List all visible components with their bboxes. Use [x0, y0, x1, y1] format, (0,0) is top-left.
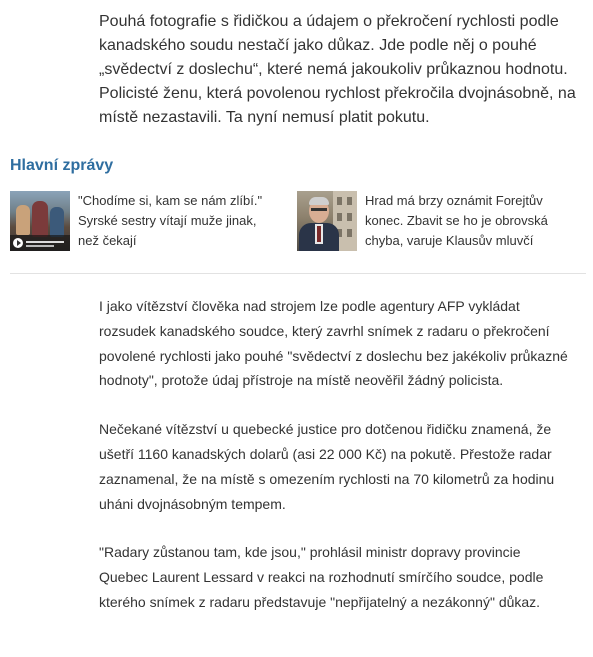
- article-paragraph: I jako vítězství člověka nad strojem lze podle agentury AFP vykládat rozsudek kanadského soudce, který zavrhl snímek z radaru o překročení povolené rychlosti jako pouhé "svědectví z doslechu bez jakékoliv průkazné hodnoty", protože údaj přístroje na místě neověřil žádný policista.: [99, 298, 568, 389]
- top-news-heading: Hlavní zprávy: [10, 157, 114, 174]
- article-body: [99, 294, 569, 639]
- section-divider: [10, 273, 586, 274]
- top-news-item[interactable]: [297, 191, 577, 253]
- article-paragraph: "Radary zůstanou tam, kde jsou," prohlásil ministr dopravy provincie Quebec Laurent Lessard v reakci na rozhodnutí smírčího soudce, podle kterého snímek z radaru představuje "nepřijatelný a nezákonný" důkaz.: [99, 544, 544, 610]
- top-news-link[interactable]: Hrad má brzy oznámit Forejtův konec. Zbavit se ho je obrovská chyba, varuje Klausův mluvčí: [365, 193, 548, 248]
- refugees-crowd-photo-icon[interactable]: [10, 191, 70, 251]
- man-portrait-photo-icon[interactable]: [297, 191, 357, 251]
- top-news-link[interactable]: "Chodíme si, kam se nám zlíbí." Syrské sestry vítají muže jinak, než čekají: [78, 193, 263, 248]
- article-paragraph: Nečekané vítězství u quebecké justice pro dotčenou řidičku znamená, že ušetří 1160 kanadských dolarů (asi 22 000 Kč) na pokutě. Přestože radar zaznamenal, že na místě s omezením rychlosti na 70 kilometrů za hodinu uháni dvojnásobným tempem.: [99, 421, 555, 512]
- top-news-item[interactable]: [10, 191, 280, 253]
- article-perex: Pouhá fotografie s řidičkou a údajem o překročení rychlosti podle kanadského soudu nestačí jako důkaz. Jde podle něj o pouhé „svědectví z doslechu“, které nemá jakoukoliv průkaznou hodnotu. Policisté ženu, která povolenou rychlost překročila dvojnásobně, na místě nezastavili. Ta nyní nemusí platit pokutu.: [99, 13, 576, 126]
- play-icon: [13, 238, 23, 248]
